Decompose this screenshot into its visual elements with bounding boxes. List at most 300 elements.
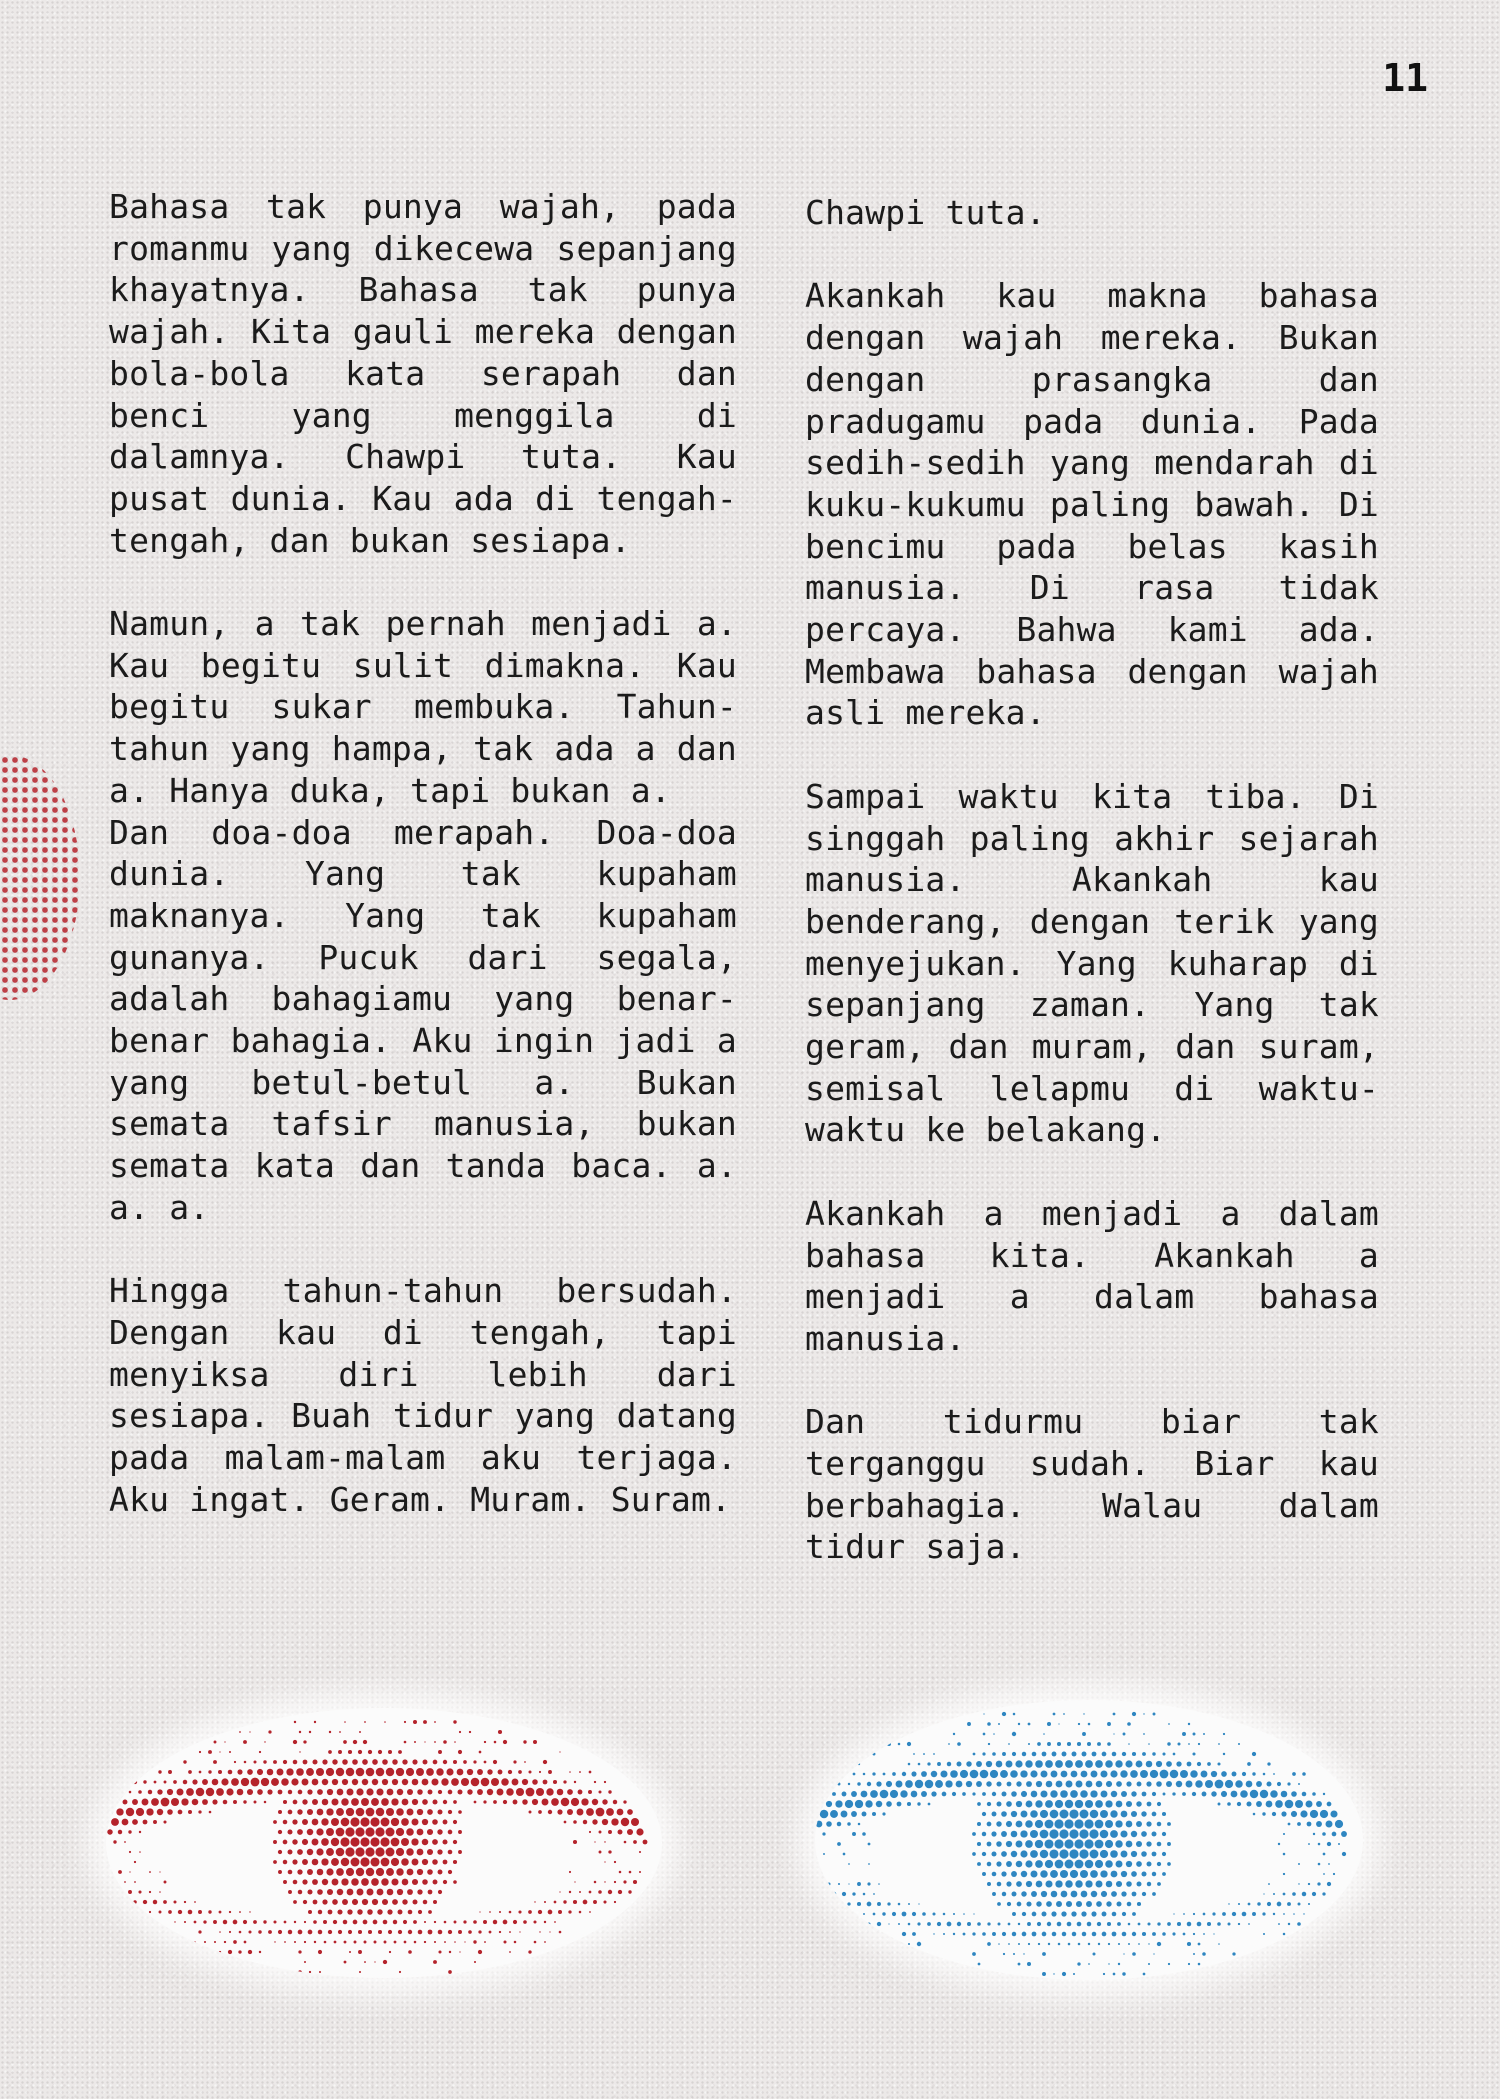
halftone-dot [902,1912,907,1917]
halftone-dot [214,1941,216,1943]
halftone-dot [1055,1760,1063,1768]
halftone-dot [913,1753,915,1755]
halftone-dot [1153,1953,1154,1954]
halftone-dot [868,1863,870,1865]
halftone-dot [1042,1912,1047,1917]
halftone-dot [317,1789,323,1795]
halftone-dot [1137,1782,1142,1787]
halftone-dot [307,1869,313,1875]
halftone-dot [1045,1800,1053,1808]
halftone-dot [351,1878,359,1886]
halftone-dot [387,1789,394,1796]
halftone-dot [1092,1752,1097,1757]
halftone-dot [382,1899,388,1905]
halftone-dot [1132,1952,1136,1956]
halftone-dot [1096,1781,1103,1788]
halftone-dot [1281,1791,1288,1798]
halftone-dot [1037,1742,1041,1746]
halftone-dot [370,1817,379,1826]
halftone-dot [124,1901,127,1904]
halftone-dot [223,1960,227,1964]
halftone-dot [1308,1843,1310,1845]
halftone-dot [826,1821,832,1827]
halftone-dot [267,1789,272,1794]
halftone-dot [1157,1922,1160,1925]
halftone-dot [283,1860,288,1865]
halftone-dot [1021,1891,1026,1896]
halftone-dot [414,1941,417,1944]
halftone-dot [184,1921,186,1923]
halftone-dot [1015,1760,1022,1767]
halftone-dot [263,1760,266,1763]
halftone-dot [418,1910,422,1914]
halftone-dot [1288,1823,1291,1826]
halftone-dot [873,1913,876,1916]
halftone-dot [863,1773,866,1776]
halftone-dot [509,1951,511,1953]
halftone-dot [1035,1820,1043,1828]
halftone-dot [963,1913,965,1915]
halftone-dot [331,1838,339,1846]
halftone-dot [573,1900,577,1904]
halftone-dot [993,1733,995,1735]
halftone-dot [271,1778,279,1786]
halftone-dot [233,1920,238,1925]
halftone-dot [386,1828,395,1837]
halftone-dot [398,1910,403,1915]
halftone-dot [1308,1903,1310,1905]
halftone-dot [417,1829,424,1836]
halftone-dot [1088,1943,1090,1945]
halftone-dot [293,1900,297,1904]
halftone-dot [322,1899,327,1904]
halftone-dot [1142,1932,1146,1936]
halftone-dot [1291,1791,1297,1797]
halftone-dot [1035,1840,1043,1848]
halftone-dot [417,1849,424,1856]
halftone-dot [602,1799,607,1804]
halftone-dot [1016,1841,1023,1848]
halftone-dot [594,1841,595,1842]
halftone-dot [278,1830,282,1834]
halftone-dot [1218,1943,1220,1945]
halftone-dot [377,1909,382,1914]
halftone-dot [481,1778,490,1787]
halftone-dot [342,1759,348,1765]
halftone-dot [857,1902,861,1906]
halftone-dot [381,1878,388,1885]
halftone-dot [138,1790,142,1794]
halftone-dot [823,1793,826,1796]
halftone-dot [977,1922,981,1926]
halftone-dot [848,1923,850,1925]
halftone-dot [1121,1851,1128,1858]
halftone-dot [1116,1901,1121,1906]
halftone-dot [278,1870,282,1874]
halftone-dot [1016,1781,1021,1786]
halftone-dot [1017,1902,1022,1907]
halftone-dot [996,1781,1001,1786]
halftone-dot [1042,1752,1047,1757]
halftone-dot [900,1790,907,1797]
halftone-dot [1166,1781,1172,1787]
halftone-dot [1273,1913,1275,1915]
halftone-dot [1152,1792,1156,1796]
halftone-dot [892,1912,896,1916]
halftone-dot [514,1941,517,1944]
right-text-column [805,192,1379,1610]
halftone-dot [438,1790,442,1794]
halftone-dot [322,1759,327,1764]
halftone-dot [417,1889,422,1894]
halftone-dot [1126,1821,1133,1828]
halftone-dot [1225,1780,1233,1788]
halftone-dot [323,1920,327,1924]
halftone-dot [1138,1923,1141,1926]
halftone-dot [1002,1932,1006,1936]
halftone-dot [386,1768,394,1776]
halftone-dot [273,1820,277,1824]
halftone-dot [1026,1801,1033,1808]
halftone-dot [294,1921,296,1923]
halftone-dot [1146,1841,1151,1846]
halftone-dot [273,1860,277,1864]
halftone-dot [1152,1932,1156,1936]
halftone-dot [567,1809,573,1815]
halftone-dot [292,1819,297,1824]
halftone-dot [1115,1840,1122,1847]
halftone-dot [133,1920,137,1924]
halftone-dot [1085,1880,1092,1887]
halftone-dot [1043,1733,1045,1735]
halftone-dot [1053,1713,1056,1716]
halftone-dot [1047,1722,1051,1726]
halftone-dot [1253,1813,1256,1816]
halftone-dot [586,1808,594,1816]
halftone-dot [1182,1792,1186,1796]
halftone-dot [174,1921,175,1922]
halftone-dot [434,1741,436,1743]
halftone-dot [111,1818,119,1826]
halftone-dot [827,1782,831,1786]
halftone-dot [176,1788,183,1795]
halftone-dot [544,1921,546,1923]
halftone-dot [321,1818,328,1825]
halftone-dot [383,1920,388,1925]
halftone-dot [228,1950,232,1954]
halftone-dot [1000,1770,1008,1778]
halftone-dot [898,1743,901,1746]
halftone-dot [443,1740,447,1744]
halftone-dot [446,1768,453,1775]
halftone-dot [1066,1901,1072,1907]
halftone-dot [294,1721,296,1723]
halftone-dot [1085,1760,1093,1768]
halftone-dot [329,1731,331,1733]
halftone-dot [1327,1842,1331,1846]
halftone-dot [428,1930,433,1935]
halftone-dot [491,1778,499,1786]
halftone-dot [428,1890,433,1895]
halftone-dot [113,1800,117,1804]
halftone-dot [1118,1943,1120,1945]
halftone-dot [1071,1891,1078,1898]
halftone-dot [1263,1773,1266,1776]
halftone-dot [1270,1790,1278,1798]
halftone-dot [554,1901,557,1904]
halftone-dot [332,1879,339,1886]
halftone-dot [828,1903,829,1904]
halftone-dot [238,1950,241,1953]
halftone-dot [1302,1892,1306,1896]
halftone-dot [388,1750,392,1754]
halftone-dot [1131,1831,1137,1837]
halftone-dot [1095,1840,1104,1849]
halftone-dot [416,1768,424,1776]
halftone-dot [309,1971,311,1973]
halftone-dot [375,1827,384,1836]
halftone-dot [1044,1839,1053,1848]
halftone-dot [925,1780,934,1789]
halftone-dot [882,1812,885,1815]
halftone-dot [198,1910,202,1914]
halftone-dot [639,1851,641,1853]
halftone-dot [1072,1752,1077,1757]
halftone-dot [497,1789,504,1796]
halftone-dot [1090,1790,1097,1797]
halftone-dot [1125,1760,1132,1767]
halftone-dot [375,1847,384,1856]
halftone-dot [877,1922,881,1926]
halftone-dot [1231,1791,1238,1798]
paragraph: Hingga tahun-tahun bersudah. Dengan kau di tengah, tapi menyiksa diri lebih dari sesiapa. Buah tidur yang datang pada malam-malam aku terjaga. Aku ingat. Geram. Muram. Suram. [109,1271,737,1519]
halftone-dot [1272,1812,1276,1816]
halftone-dot [857,1882,861,1886]
halftone-dot [1065,1860,1074,1869]
halftone-dot [948,1743,950,1745]
halftone-dot [877,1942,881,1946]
halftone-dot [284,1921,287,1924]
halftone-dot [422,1819,428,1825]
halftone-dot [1246,1801,1251,1806]
halftone-dot [1002,1792,1007,1797]
halftone-dot [312,1779,319,1786]
halftone-dot [1088,1723,1091,1726]
halftone-dot [1055,1880,1062,1887]
halftone-dot [342,1899,348,1905]
halftone-dot [457,1789,462,1794]
halftone-dot [382,1759,388,1765]
halftone-dot [1001,1811,1007,1817]
halftone-dot [351,1798,359,1806]
halftone-dot [1278,1923,1280,1925]
halftone-dot [448,1810,452,1814]
halftone-dot [855,1800,863,1808]
halftone-dot [360,1817,369,1826]
halftone-dot [977,1802,981,1806]
halftone-dot [1205,1780,1213,1788]
halftone-dot [943,1933,945,1935]
halftone-dot [304,1941,306,1943]
halftone-dot [263,1920,266,1923]
halftone-dot [203,1920,206,1923]
halftone-dot [598,1790,601,1793]
halftone-dot [603,1900,606,1903]
halftone-dot [351,1858,360,1867]
halftone-dot [226,1788,233,1795]
halftone-dot [918,1903,919,1904]
halftone-dot [186,1788,194,1796]
halftone-dot [458,1830,462,1834]
halftone-dot [1246,1781,1253,1788]
halftone-dot [136,1808,144,1816]
halftone-dot [239,1911,241,1913]
halftone-dot [356,1868,364,1876]
halftone-dot [1291,1811,1297,1817]
halftone-dot [1148,1943,1149,1944]
halftone-dot [963,1933,966,1936]
halftone-dot [381,1818,390,1827]
halftone-dot [880,1790,889,1799]
halftone-dot [371,1878,379,1886]
halftone-dot [442,1839,447,1844]
halftone-dot [1081,1771,1088,1778]
halftone-dot [247,1789,253,1795]
halftone-dot [1105,1820,1113,1828]
halftone-dot [231,1778,239,1786]
halftone-dot [418,1930,423,1935]
halftone-dot [927,1922,931,1926]
halftone-dot [343,1740,347,1744]
halftone-dot [957,1762,962,1767]
halftone-dot [494,1741,497,1744]
halftone-dot [229,1911,231,1913]
halftone-dot [982,1812,986,1816]
halftone-dot [538,1810,542,1814]
halftone-dot [1040,1830,1049,1839]
halftone-dot [484,1761,487,1764]
halftone-dot [303,1760,308,1765]
halftone-dot [184,1901,186,1903]
halftone-dot [908,1763,911,1766]
halftone-dot [484,1941,486,1943]
halftone-dot [411,1818,418,1825]
halftone-dot [407,1789,413,1795]
halftone-dot [354,1941,357,1944]
halftone-dot [1188,1723,1190,1725]
halftone-dot [374,1961,375,1962]
halftone-dot [1162,1932,1166,1936]
halftone-dot [1182,1732,1186,1736]
halftone-dot [143,1900,147,1904]
halftone-dot [1333,1873,1335,1875]
halftone-dot [908,1903,910,1905]
halftone-dot [367,1889,374,1896]
halftone-dot [1238,1923,1240,1925]
halftone-dot [422,1859,428,1865]
halftone-dot [1136,1881,1141,1886]
halftone-dot [976,1761,982,1767]
halftone-dot [392,1759,398,1765]
halftone-dot [1147,1802,1152,1807]
halftone-dot [957,1742,961,1746]
halftone-dot [353,1740,357,1744]
halftone-dot [341,1798,349,1806]
halftone-dot [293,1760,298,1765]
halftone-dot [1126,1861,1132,1867]
halftone-dot [516,1788,524,1796]
halftone-dot [308,1910,312,1914]
halftone-dot [858,1823,861,1826]
halftone-dot [1141,1831,1147,1837]
halftone-dot [199,1771,202,1774]
halftone-dot [1248,1903,1251,1906]
halftone-dot [1011,1811,1017,1817]
halftone-dot [1262,1812,1265,1815]
halftone-dot [867,1902,872,1907]
halftone-dot [373,1920,378,1925]
halftone-dot [617,1809,624,1816]
halftone-dot [424,1741,425,1742]
halftone-dot [1105,1840,1113,1848]
halftone-dot [474,1801,477,1804]
halftone-dot [209,1811,212,1814]
halftone-dot [1065,1800,1073,1808]
halftone-dot [1142,1792,1147,1797]
halftone-dot [347,1889,354,1896]
halftone-dot [408,1930,412,1934]
halftone-dot [1102,1912,1107,1917]
halftone-dot [522,1779,528,1785]
halftone-dot [1318,1863,1321,1866]
halftone-dot [838,1903,840,1905]
halftone-dot [1041,1891,1047,1897]
halftone-dot [1068,1943,1071,1946]
halftone-dot [513,1920,517,1924]
halftone-dot [384,1941,387,1944]
halftone-dot [487,1769,492,1774]
halftone-dot [852,1892,855,1895]
halftone-dot [158,1930,161,1933]
halftone-dot [1012,1912,1016,1916]
halftone-dot [1143,1973,1146,1976]
halftone-dot [188,1910,193,1915]
halftone-dot [992,1812,997,1817]
halftone-dot [1260,1790,1268,1798]
halftone-dot [380,1837,389,1846]
halftone-dot [1300,1810,1307,1817]
halftone-dot [1107,1742,1111,1746]
halftone-dot [362,1899,368,1905]
halftone-dot [1292,1772,1296,1776]
halftone-dot [1298,1883,1299,1884]
halftone-dot [1101,1791,1108,1798]
halftone-dot [208,1750,212,1754]
halftone-dot [1102,1752,1107,1757]
halftone-dot [1113,1973,1116,1976]
halftone-dot [599,1831,602,1834]
halftone-dot [448,1930,452,1934]
halftone-dot [422,1839,429,1846]
halftone-dot [1066,1781,1073,1788]
halftone-dot [1252,1752,1256,1756]
halftone-dot [268,1730,271,1733]
halftone-dot [577,1809,584,1816]
halftone-dot [1232,1912,1236,1916]
halftone-dot [933,1933,934,1934]
red-halftone-eye [106,1708,662,1978]
halftone-dot [1097,1922,1101,1926]
